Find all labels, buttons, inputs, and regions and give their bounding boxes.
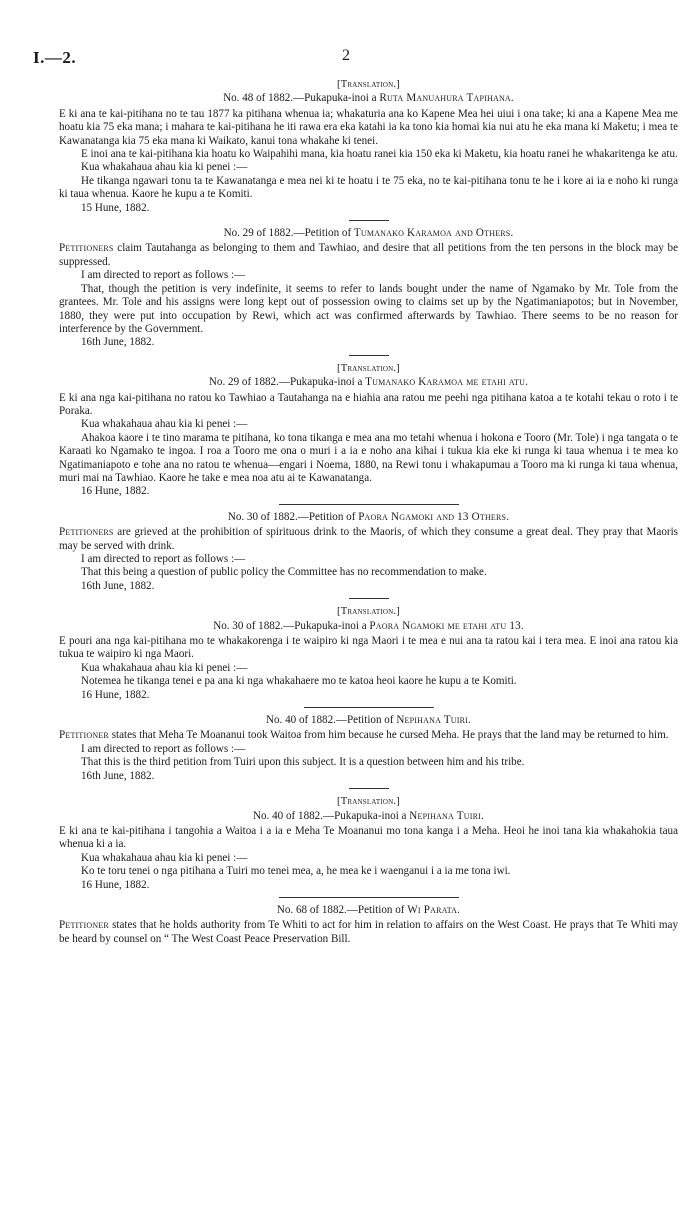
section-title bbox=[59, 620, 678, 633]
lead-word: Petitioners bbox=[59, 526, 114, 539]
title-prefix: No. 30 of 1882.—Petition of bbox=[227, 510, 356, 523]
paragraph-text: states that he holds authority from Te Whiti to act for him in relation to affairs on the West Coast. He prays that Te Whiti may be heard by counsel on “ The West Coast Peace Preservation Bill. bbox=[59, 919, 678, 945]
petitioner-name: Ruta Manuahura Tapihana. bbox=[379, 92, 514, 105]
document-body bbox=[59, 74, 678, 946]
paragraph-text: claim Tautahanga as belonging to them and Tawhiao, and desire that all petitions from the ten persons in the block may be suppressed. bbox=[59, 242, 678, 268]
section-date: 16 Hune, 1882. bbox=[81, 878, 150, 891]
divider bbox=[349, 598, 389, 599]
paragraph: That, though the petition is very indefinite, it seems to refer to lands bought under the name of Ngamako by Mr. Tole from the grantees. Mr. Tole and his assigns were long kept out of possession owing to claims set up by the Ngatimaniapotos; but in November, 1880, they were put into occupation by Rewi, which act was confirmed afterwards by Tawhiao. There seems to be no reason for interference by the Government. bbox=[59, 282, 678, 335]
paragraph: I am directed to report as follows :— bbox=[81, 269, 246, 282]
document-reference: I.—2. bbox=[33, 48, 77, 67]
petitioner-name: Nepihana Tuiri. bbox=[409, 809, 484, 822]
section-title bbox=[59, 92, 678, 105]
paragraph: That this is the third petition from Tuiri upon this subject. It is a question between him and his tribe. bbox=[81, 756, 525, 769]
section-title bbox=[59, 227, 678, 240]
paragraph: E ki ana te kai-pitihana i tangohia a Waitoa i a ia e Meha Te Moananui mo tona kanga i a Meha. Heoi he inoi tana kia whakahokia taua whenua ki a ia. bbox=[59, 824, 678, 851]
paragraph-text: states that Meha Te Moananui took Waitoa from him because he cursed Meha. He prays that the land may be returned to him. bbox=[111, 729, 669, 742]
title-prefix: No. 29 of 1882.—Petition of bbox=[223, 227, 352, 240]
petitioner-name: Tumanako Karamoa and Others. bbox=[353, 227, 514, 240]
title-prefix: No. 30 of 1882.—Pukapuka-inoi a bbox=[213, 619, 367, 632]
divider bbox=[349, 788, 389, 789]
paragraph: Ahakoa kaore i te tino marama te pitihana, ko tona tikanga e mea ana mo tetahi whenua i hokona e Tooro (Mr. Tole) i nga tangata o te Karaati ko Ngamako te ingoa. I roa a Tooro me ona o muri i a ia e noho ana kihai i tukua kia eke ki runga ki taua whenua i te mea ko Ngatimaniapoto e tohe ana no ratou te whenua—engari i Noema, 1880, na Rewi tonu i whakapumau a Tooro ma ki runga ki taua whenua, muri mai na Tawhiao. Kaore he take e mea noa atu ai te Kawanatanga. bbox=[59, 431, 678, 484]
paragraph bbox=[59, 242, 678, 269]
section-title bbox=[59, 714, 678, 727]
section-date: 16th June, 1882. bbox=[81, 579, 155, 592]
paragraph: E ki ana nga kai-pitihana no ratou ko Tawhiao a Tautahanga na e hiahia ana ratou me peehi nga pitihana katoa a te kotahi tekau o roto i te Poraka. bbox=[59, 391, 678, 417]
title-prefix: No. 48 of 1882.—Pukapuka-inoi a bbox=[223, 92, 377, 105]
section-no30-petition bbox=[59, 511, 678, 593]
paragraph bbox=[59, 526, 678, 553]
paragraph: E inoi ana te kai-pitihana kia hoatu ko Waipahihi mana, kia hoatu ranei kia 150 eka ki Maketu, kia hoatu ranei he whakaritenga ke atu. bbox=[81, 148, 678, 161]
section-no68-petition bbox=[59, 904, 678, 946]
lead-word: Petitioners bbox=[59, 242, 114, 255]
section-no30-translation bbox=[59, 605, 678, 702]
title-prefix: No. 40 of 1882.—Petition of bbox=[265, 714, 394, 727]
petitioner-name: Nepihana Tuiri. bbox=[396, 714, 472, 727]
paragraph: He tikanga ngawari tonu ta te Kawanatanga e mea nei ki te hoatu i te 75 eka, no te kai-pitihana tonu te he i kore ai ia e noho ki runga ki taua whenua. Kaore he kupu a te Komiti. bbox=[59, 174, 678, 201]
translation-label: [Translation.] bbox=[337, 79, 400, 90]
page-number: 2 bbox=[342, 47, 350, 64]
paragraph: E pouri ana nga kai-pitihana mo te whakakorenga i te waipiro ki nga Maori i te mea e nui ana ta ratou kai i tera mea. E inoi ana ratou kia tukua te waipiro ki nga Maori. bbox=[59, 635, 678, 661]
divider bbox=[279, 504, 459, 505]
translation-label: [Translation.] bbox=[337, 796, 400, 808]
section-date: 16th June, 1882. bbox=[81, 769, 155, 782]
paragraph: Kua whakahaua ahau kia ki penei :— bbox=[81, 851, 248, 864]
lead-word: Petitioner bbox=[59, 919, 109, 932]
section-date: 16th June, 1882. bbox=[81, 336, 155, 349]
paragraph: Kua whakahaua ahau kia ki penei :— bbox=[81, 418, 248, 431]
petitioner-name: Wi Parata. bbox=[407, 903, 461, 916]
paragraph: Ko te toru tenei o nga pitihana a Tuiri mo tenei mea, a, he mea ke i waenganui i a ia me tona iwi. bbox=[81, 865, 511, 878]
translation-label: [Translation.] bbox=[337, 606, 400, 618]
title-prefix: No. 29 of 1882.—Pukapuka-inoi a bbox=[208, 376, 363, 389]
section-no29-translation bbox=[59, 362, 678, 499]
section-no29-petition bbox=[59, 227, 678, 350]
section-title bbox=[59, 511, 678, 524]
paragraph-text: are grieved at the prohibition of spirituous drink to the Maoris, of which they consume a great deal. They pray that Maoris may be served with drink. bbox=[59, 526, 678, 552]
section-date: 15 Hune, 1882. bbox=[81, 201, 150, 214]
section-title bbox=[59, 904, 678, 917]
section-date: 16 Hune, 1882. bbox=[81, 485, 150, 498]
section-title bbox=[59, 810, 678, 823]
paragraph bbox=[59, 919, 678, 946]
divider bbox=[279, 897, 459, 898]
paragraph bbox=[59, 729, 678, 742]
paragraph: Kua whakahaua ahau kia ki penei :— bbox=[81, 661, 248, 674]
paragraph: I am directed to report as follows :— bbox=[81, 742, 246, 755]
paragraph: I am directed to report as follows :— bbox=[81, 553, 246, 565]
section-no48-translation bbox=[59, 78, 678, 215]
lead-word: Petitioner bbox=[59, 729, 109, 742]
divider bbox=[349, 355, 389, 356]
paragraph: Kua whakahaua ahau kia ki penei :— bbox=[81, 161, 248, 174]
title-prefix: No. 40 of 1882.—Pukapuka-inoi a bbox=[253, 809, 407, 822]
section-title bbox=[59, 376, 678, 389]
title-prefix: No. 68 of 1882.—Petition of bbox=[276, 903, 405, 916]
section-date: 16 Hune, 1882. bbox=[81, 688, 150, 701]
petitioner-name: Paora Ngamoki and 13 Others. bbox=[358, 510, 510, 523]
divider bbox=[304, 707, 434, 708]
divider bbox=[349, 220, 389, 221]
petitioner-name: Tumanako Karamoa me etahi atu. bbox=[365, 376, 529, 389]
paragraph: E ki ana te kai-pitihana no te tau 1877 ka pitihana whenua ia; whakaturia ana ko Kapene Mea hei uiui i ona take; ki ana a Kapene Mea me hoatu kia 75 eka mana; i mahara te kai-pitihana he iti rawa era eka katahi ia ka tono kia homai kia nui atu he eka mana ki Maketu; i mea te Kawanatanga kia 75 eka mana ki Waikato, kanui tona whakahe ki tenei. bbox=[59, 107, 678, 147]
paragraph: That this being a question of public policy the Committee has no recommendation to make. bbox=[81, 566, 487, 579]
section-no40-translation bbox=[59, 795, 678, 892]
paragraph: Notemea he tikanga tenei e pa ana ki nga whakahaere mo te katoa heoi kaore he kupu a te Komiti. bbox=[81, 675, 517, 688]
petitioner-name: Paora Ngamoki me etahi atu 13. bbox=[369, 619, 524, 632]
translation-label: [Translation.] bbox=[337, 362, 400, 374]
section-no40-petition bbox=[59, 714, 678, 783]
